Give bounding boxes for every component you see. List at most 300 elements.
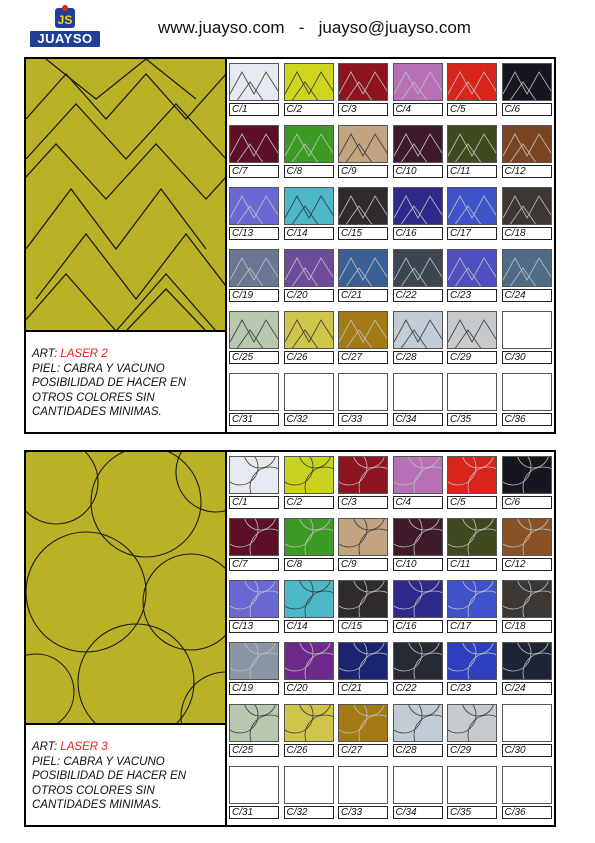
swatch-code-label: C/10	[393, 165, 443, 178]
swatch-chip	[447, 766, 497, 804]
swatch-code-label: C/22	[393, 682, 443, 695]
laser-pattern-icon	[394, 126, 443, 163]
swatch-code-label: C/34	[393, 806, 443, 819]
laser-pattern-icon	[394, 581, 443, 618]
laser-pattern-icon	[503, 188, 552, 225]
swatch-chip	[447, 456, 497, 494]
laser-pattern-icon	[339, 457, 388, 494]
swatch-code-label: C/20	[284, 682, 334, 695]
swatch-chip	[447, 311, 497, 349]
swatch-code-label: C/3	[338, 496, 388, 509]
swatch-code-label: C/36	[502, 413, 552, 426]
swatch-chip	[284, 642, 334, 680]
color-swatch	[500, 307, 554, 369]
color-swatch	[391, 514, 445, 576]
swatch-code-label: C/30	[502, 351, 552, 364]
laser-pattern-icon	[448, 457, 497, 494]
laser-pattern-icon	[230, 457, 279, 494]
color-swatch	[282, 369, 336, 431]
color-swatch	[445, 59, 499, 121]
article-label: ART:	[32, 741, 61, 753]
swatch-code-label: C/10	[393, 558, 443, 571]
laser-pattern-icon	[285, 643, 334, 680]
swatch-code-label: C/26	[284, 351, 334, 364]
swatch-chip	[447, 125, 497, 163]
color-swatch	[500, 700, 554, 762]
swatch-code-label: C/2	[284, 103, 334, 116]
color-swatch	[391, 307, 445, 369]
leather-sample-image	[26, 59, 226, 331]
swatch-code-label: C/5	[447, 496, 497, 509]
color-swatch	[391, 762, 445, 824]
swatch-chip	[338, 63, 388, 101]
laser-pattern-icon	[394, 188, 443, 225]
swatch-chip	[393, 456, 443, 494]
laser-pattern-icon	[394, 519, 443, 556]
laser-pattern-icon	[285, 250, 334, 287]
color-swatch	[445, 307, 499, 369]
laser-pattern-icon	[285, 457, 334, 494]
color-swatch	[336, 452, 390, 514]
color-swatch	[336, 638, 390, 700]
swatch-chip	[447, 249, 497, 287]
swatch-code-label: C/2	[284, 496, 334, 509]
color-swatch	[227, 514, 281, 576]
swatch-code-label: C/29	[447, 351, 497, 364]
swatch-code-label: C/7	[229, 558, 279, 571]
color-swatch	[500, 59, 554, 121]
swatch-code-label: C/15	[338, 227, 388, 240]
laser-pattern-icon	[394, 312, 443, 349]
color-swatch	[445, 576, 499, 638]
swatch-chip	[229, 704, 279, 742]
swatch-code-label: C/26	[284, 744, 334, 757]
laser-pattern-icon	[448, 126, 497, 163]
laser-pattern-icon	[285, 312, 334, 349]
swatch-code-label: C/24	[502, 289, 552, 302]
swatch-code-label: C/4	[393, 496, 443, 509]
color-swatch	[500, 183, 554, 245]
color-swatch	[336, 369, 390, 431]
swatch-code-label: C/11	[447, 165, 497, 178]
laser-pattern-icon	[230, 705, 279, 742]
swatch-chip	[284, 125, 334, 163]
laser-pattern-icon	[339, 188, 388, 225]
swatch-code-label: C/1	[229, 103, 279, 116]
color-swatch	[500, 245, 554, 307]
swatch-chip	[229, 125, 279, 163]
juayso-logo	[30, 4, 100, 48]
swatch-chip	[338, 187, 388, 225]
swatch-chip	[393, 580, 443, 618]
laser-pattern-icon	[448, 250, 497, 287]
color-swatch	[227, 59, 281, 121]
circle-pattern	[26, 452, 226, 724]
color-swatch	[391, 183, 445, 245]
swatch-chip	[447, 187, 497, 225]
swatch-chip	[502, 125, 552, 163]
swatch-chip	[338, 704, 388, 742]
swatch-code-label: C/31	[229, 413, 279, 426]
laser-pattern-icon	[503, 581, 552, 618]
color-swatch	[227, 638, 281, 700]
swatch-code-label: C/20	[284, 289, 334, 302]
swatch-code-label: C/28	[393, 351, 443, 364]
color-swatch	[445, 245, 499, 307]
color-swatch	[282, 452, 336, 514]
laser-pattern-icon	[285, 519, 334, 556]
color-swatch	[282, 183, 336, 245]
swatch-code-label: C/16	[393, 227, 443, 240]
laser-pattern-icon	[339, 126, 388, 163]
swatch-chip	[502, 518, 552, 556]
article-label: ART:	[32, 348, 61, 360]
color-swatch	[500, 514, 554, 576]
swatch-chip	[284, 63, 334, 101]
color-swatch	[227, 700, 281, 762]
swatch-chip	[284, 311, 334, 349]
laser-pattern-icon	[503, 126, 552, 163]
logo-brand-text: JUAYSO	[30, 31, 100, 47]
swatch-code-label: C/22	[393, 289, 443, 302]
article-name: LASER 3	[60, 741, 108, 753]
swatch-code-label: C/15	[338, 620, 388, 633]
swatch-code-label: C/1	[229, 496, 279, 509]
swatch-chip	[502, 373, 552, 411]
color-swatch	[227, 762, 281, 824]
color-swatch	[391, 121, 445, 183]
laser-pattern-icon	[394, 705, 443, 742]
laser-pattern-icon	[230, 312, 279, 349]
color-swatch	[500, 762, 554, 824]
color-swatch	[500, 638, 554, 700]
swatch-code-label: C/18	[502, 620, 552, 633]
color-swatch	[336, 245, 390, 307]
color-swatch	[282, 307, 336, 369]
swatch-code-label: C/12	[502, 558, 552, 571]
laser-3-panel	[24, 450, 556, 827]
color-swatch	[336, 762, 390, 824]
page-header	[0, 0, 595, 50]
color-swatch	[500, 576, 554, 638]
color-swatch	[391, 452, 445, 514]
color-swatch	[445, 762, 499, 824]
swatch-code-label: C/35	[447, 413, 497, 426]
swatch-code-label: C/3	[338, 103, 388, 116]
swatch-chip	[338, 125, 388, 163]
swatch-code-label: C/19	[229, 682, 279, 695]
swatch-code-label: C/33	[338, 413, 388, 426]
swatch-chip	[338, 766, 388, 804]
laser-pattern-icon	[230, 519, 279, 556]
laser-pattern-icon	[394, 250, 443, 287]
swatch-chip	[338, 580, 388, 618]
swatch-code-label: C/21	[338, 289, 388, 302]
swatch-code-label: C/21	[338, 682, 388, 695]
swatch-chip	[502, 580, 552, 618]
swatch-chip	[502, 311, 552, 349]
swatch-chip	[393, 766, 443, 804]
color-swatch	[227, 183, 281, 245]
laser-pattern-icon	[503, 250, 552, 287]
color-swatch	[445, 514, 499, 576]
swatch-code-label: C/36	[502, 806, 552, 819]
color-swatch	[445, 183, 499, 245]
color-swatch	[282, 700, 336, 762]
swatch-code-label: C/6	[502, 103, 552, 116]
color-swatch	[227, 369, 281, 431]
color-swatch	[282, 576, 336, 638]
color-swatch	[336, 514, 390, 576]
product-info	[32, 347, 222, 420]
laser-pattern-icon	[230, 250, 279, 287]
swatch-chip	[502, 766, 552, 804]
swatch-code-label: C/28	[393, 744, 443, 757]
color-swatch	[336, 121, 390, 183]
laser-pattern-icon	[339, 581, 388, 618]
swatch-code-label: C/25	[229, 351, 279, 364]
laser-pattern-icon	[285, 126, 334, 163]
swatch-code-label: C/31	[229, 806, 279, 819]
laser-pattern-icon	[503, 457, 552, 494]
swatch-code-label: C/13	[229, 227, 279, 240]
color-swatch	[227, 245, 281, 307]
laser-pattern-icon	[503, 64, 552, 101]
swatch-chip	[447, 704, 497, 742]
color-swatch	[282, 762, 336, 824]
swatch-chip	[393, 642, 443, 680]
laser-pattern-icon	[230, 64, 279, 101]
swatch-chip	[447, 63, 497, 101]
laser-pattern-icon	[394, 64, 443, 101]
swatch-chip	[229, 311, 279, 349]
laser-pattern-icon	[503, 643, 552, 680]
color-swatch	[336, 700, 390, 762]
swatch-chip	[447, 518, 497, 556]
swatch-code-label: C/29	[447, 744, 497, 757]
laser-pattern-icon	[285, 581, 334, 618]
color-swatch	[227, 307, 281, 369]
laser-pattern-icon	[285, 188, 334, 225]
swatch-code-label: C/13	[229, 620, 279, 633]
swatch-code-label: C/17	[447, 227, 497, 240]
swatch-chip	[393, 249, 443, 287]
swatch-chip	[393, 704, 443, 742]
swatch-chip	[338, 456, 388, 494]
swatch-code-label: C/25	[229, 744, 279, 757]
logo-mark-icon	[52, 4, 78, 30]
swatch-code-label: C/8	[284, 558, 334, 571]
laser-pattern-icon	[339, 705, 388, 742]
color-swatch	[282, 59, 336, 121]
swatch-chip	[502, 642, 552, 680]
laser-pattern-icon	[448, 519, 497, 556]
laser-pattern-icon	[448, 705, 497, 742]
swatch-code-label: C/9	[338, 558, 388, 571]
swatch-code-label: C/9	[338, 165, 388, 178]
laser-pattern-icon	[394, 457, 443, 494]
panel-divider	[26, 723, 226, 725]
laser-pattern-icon	[230, 188, 279, 225]
swatch-code-label: C/27	[338, 744, 388, 757]
color-swatch	[445, 700, 499, 762]
panel-divider	[26, 330, 226, 332]
zigzag-pattern	[26, 59, 226, 331]
color-swatch	[391, 638, 445, 700]
color-swatch	[445, 121, 499, 183]
swatch-chip	[284, 373, 334, 411]
swatch-code-label: C/18	[502, 227, 552, 240]
color-swatch	[445, 452, 499, 514]
swatch-chip	[229, 63, 279, 101]
laser-pattern-icon	[285, 64, 334, 101]
swatch-code-label: C/12	[502, 165, 552, 178]
svg-text:JS: JS	[57, 13, 73, 27]
swatch-chip	[229, 249, 279, 287]
color-swatch	[500, 121, 554, 183]
laser-pattern-icon	[230, 581, 279, 618]
swatch-chip	[393, 63, 443, 101]
swatch-code-label: C/4	[393, 103, 443, 116]
color-swatch	[445, 638, 499, 700]
swatch-code-label: C/35	[447, 806, 497, 819]
swatch-chip	[393, 125, 443, 163]
swatch-code-label: C/8	[284, 165, 334, 178]
swatch-chip	[502, 456, 552, 494]
color-swatch	[445, 369, 499, 431]
laser-pattern-icon	[285, 705, 334, 742]
laser-pattern-icon	[394, 643, 443, 680]
swatch-chip	[502, 187, 552, 225]
color-grid	[227, 452, 554, 825]
color-swatch	[282, 514, 336, 576]
swatch-chip	[229, 456, 279, 494]
color-swatch	[391, 245, 445, 307]
laser-pattern-icon	[339, 519, 388, 556]
swatch-chip	[284, 249, 334, 287]
swatch-code-label: C/7	[229, 165, 279, 178]
swatch-code-label: C/33	[338, 806, 388, 819]
article-name: LASER 2	[60, 348, 108, 360]
laser-pattern-icon	[448, 581, 497, 618]
swatch-chip	[447, 580, 497, 618]
swatch-chip	[338, 642, 388, 680]
swatch-code-label: C/14	[284, 620, 334, 633]
swatch-code-label: C/14	[284, 227, 334, 240]
swatch-code-label: C/16	[393, 620, 443, 633]
swatch-code-label: C/32	[284, 806, 334, 819]
swatch-chip	[229, 642, 279, 680]
color-grid	[227, 59, 554, 432]
laser-pattern-icon	[230, 126, 279, 163]
swatch-chip	[229, 518, 279, 556]
swatch-code-label: C/34	[393, 413, 443, 426]
swatch-chip	[338, 311, 388, 349]
color-swatch	[391, 700, 445, 762]
swatch-chip	[502, 249, 552, 287]
color-swatch	[227, 452, 281, 514]
swatch-chip	[393, 373, 443, 411]
swatch-code-label: C/17	[447, 620, 497, 633]
swatch-code-label: C/19	[229, 289, 279, 302]
laser-2-panel	[24, 57, 556, 434]
color-swatch	[500, 452, 554, 514]
color-swatch	[282, 121, 336, 183]
contact-line: www.juayso.com - juayso@juayso.com	[158, 18, 471, 37]
swatch-chip	[284, 766, 334, 804]
swatch-code-label: C/23	[447, 682, 497, 695]
swatch-chip	[284, 704, 334, 742]
color-swatch	[227, 121, 281, 183]
swatch-chip	[284, 187, 334, 225]
color-swatch	[336, 576, 390, 638]
laser-pattern-icon	[339, 312, 388, 349]
swatch-chip	[393, 187, 443, 225]
swatch-chip	[229, 580, 279, 618]
laser-pattern-icon	[448, 643, 497, 680]
laser-pattern-icon	[339, 64, 388, 101]
color-swatch	[282, 245, 336, 307]
swatch-chip	[338, 249, 388, 287]
swatch-code-label: C/23	[447, 289, 497, 302]
color-swatch	[500, 369, 554, 431]
color-swatch	[391, 576, 445, 638]
swatch-chip	[229, 187, 279, 225]
swatch-chip	[229, 373, 279, 411]
swatch-chip	[393, 311, 443, 349]
swatch-code-label: C/24	[502, 682, 552, 695]
swatch-chip	[284, 456, 334, 494]
color-swatch	[336, 307, 390, 369]
swatch-chip	[284, 580, 334, 618]
swatch-chip	[284, 518, 334, 556]
laser-pattern-icon	[503, 519, 552, 556]
article-line	[32, 740, 222, 755]
color-swatch	[227, 576, 281, 638]
leather-sample-image	[26, 452, 226, 724]
swatch-chip	[447, 642, 497, 680]
laser-pattern-icon	[448, 64, 497, 101]
swatch-code-label: C/32	[284, 413, 334, 426]
swatch-chip	[502, 63, 552, 101]
product-description: PIEL: CABRA Y VACUNO POSIBILIDAD DE HACER EN OTROS COLORES SIN CANTIDADES MINIMAS.	[32, 755, 187, 811]
product-info	[32, 740, 222, 813]
product-description: PIEL: CABRA Y VACUNO POSIBILIDAD DE HACER EN OTROS COLORES SIN CANTIDADES MINIMAS.	[32, 362, 187, 418]
swatch-code-label: C/27	[338, 351, 388, 364]
swatch-chip	[338, 373, 388, 411]
swatch-chip	[229, 766, 279, 804]
laser-pattern-icon	[339, 643, 388, 680]
color-swatch	[391, 59, 445, 121]
color-swatch	[336, 59, 390, 121]
swatch-code-label: C/11	[447, 558, 497, 571]
laser-pattern-icon	[230, 643, 279, 680]
swatch-code-label: C/5	[447, 103, 497, 116]
color-swatch	[391, 369, 445, 431]
color-swatch	[282, 638, 336, 700]
swatch-chip	[393, 518, 443, 556]
swatch-chip	[447, 373, 497, 411]
swatch-code-label: C/30	[502, 744, 552, 757]
swatch-chip	[502, 704, 552, 742]
swatch-chip	[338, 518, 388, 556]
color-swatch	[336, 183, 390, 245]
article-line	[32, 347, 222, 362]
laser-pattern-icon	[448, 312, 497, 349]
swatch-code-label: C/6	[502, 496, 552, 509]
laser-pattern-icon	[339, 250, 388, 287]
laser-pattern-icon	[448, 188, 497, 225]
